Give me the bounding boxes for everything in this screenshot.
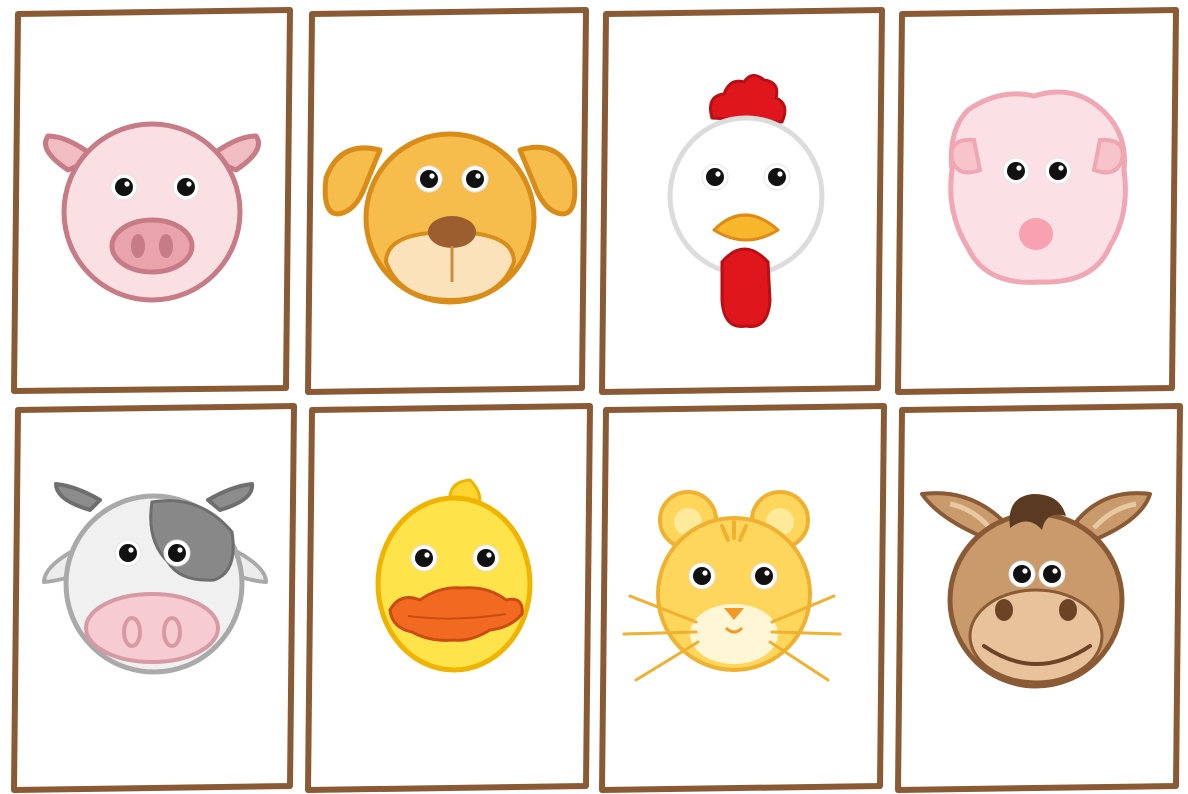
sheep-face-icon (951, 92, 1126, 282)
memory-card-sheep[interactable] (898, 10, 1176, 392)
memory-card-pig[interactable] (14, 10, 290, 391)
memory-card-cow[interactable] (14, 406, 294, 790)
memory-card-dog[interactable] (308, 10, 586, 392)
memory-card-cat[interactable] (602, 406, 884, 790)
memory-card-chicken[interactable] (602, 10, 882, 392)
memory-card-duck[interactable] (308, 406, 590, 790)
memory-card-donkey[interactable] (898, 406, 1180, 790)
